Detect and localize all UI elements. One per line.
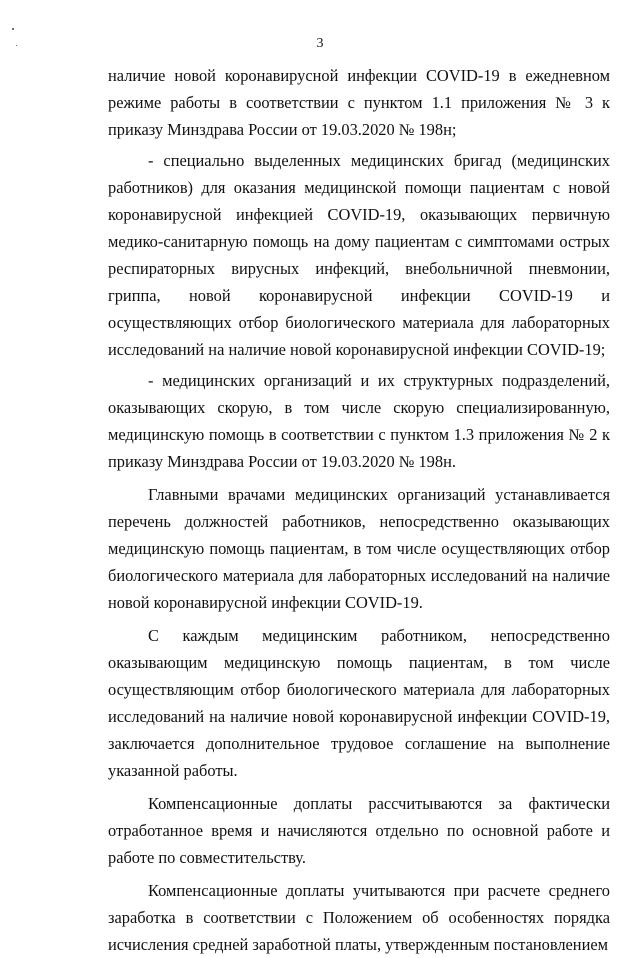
- paragraph-continuation: наличие новой коронавирусной инфекции COVID-19 в ежедневном режиме работы в соответствии с пунктом 1.1 приложения № 3 к приказу Минздрава России от 19.03.2020 № 198н;: [108, 66, 610, 139]
- paragraph-compensation-average-earnings: Компенсационные доплаты учитываются при расчете среднего заработка в соответствии с Положением об особенностях порядка исчисления средней заработной платы, утвержденным постановлением: [108, 881, 610, 954]
- paragraph-chief-doctors: Главными врачами медицинских организаций устанавливается перечень должностей работников, непосредственно оказывающих медицинскую помощь пациентам, в том числе осуществляющих отбор биологического материала для лабораторных исследований на наличие новой коронавирусной инфекции COVID-19.: [108, 485, 610, 612]
- page-number: 3: [316, 36, 324, 51]
- paragraph-list-item-brigades: - специально выделенных медицинских бригад (медицинских работников) для оказания медицинской помощи пациентам с новой коронавирусной инфекцией COVID-19, оказывающих первичную медико-санитарную помощь на дому пациентам с симптомами острых респираторных вирусных инфекций, внебольничной пневмонии, гриппа, новой коронавирусной инфекции COVID-19 и осуществляющих отбор биологического материала для лабораторных исследований на наличие новой коронавирусной инфекции COVID-19;: [108, 151, 610, 359]
- paragraph-additional-agreement: С каждым медицинским работником, непосредственно оказывающим медицинскую помощь пациентам, в том числе осуществляющим отбор биологического материала для лабораторных исследований на наличие новой коронавирусной инфекции COVID-19, заключается дополнительное трудовое соглашение на выполнение указанной работы.: [108, 626, 610, 780]
- paragraph-list-item-organizations: - медицинских организаций и их структурных подразделений, оказывающих скорую, в том числе скорую специализированную, медицинскую помощь в соответствии с пунктом 1.3 приложения № 2 к приказу Минздрава России от 19.03.2020 № 198н.: [108, 371, 610, 471]
- paragraph-compensation-calculation: Компенсационные доплаты рассчитываются за фактически отработанное время и начисляются отдельно по основной работе и работе по совместительству.: [108, 794, 610, 867]
- scan-speck: [12, 28, 14, 30]
- document-body: [108, 62, 610, 958]
